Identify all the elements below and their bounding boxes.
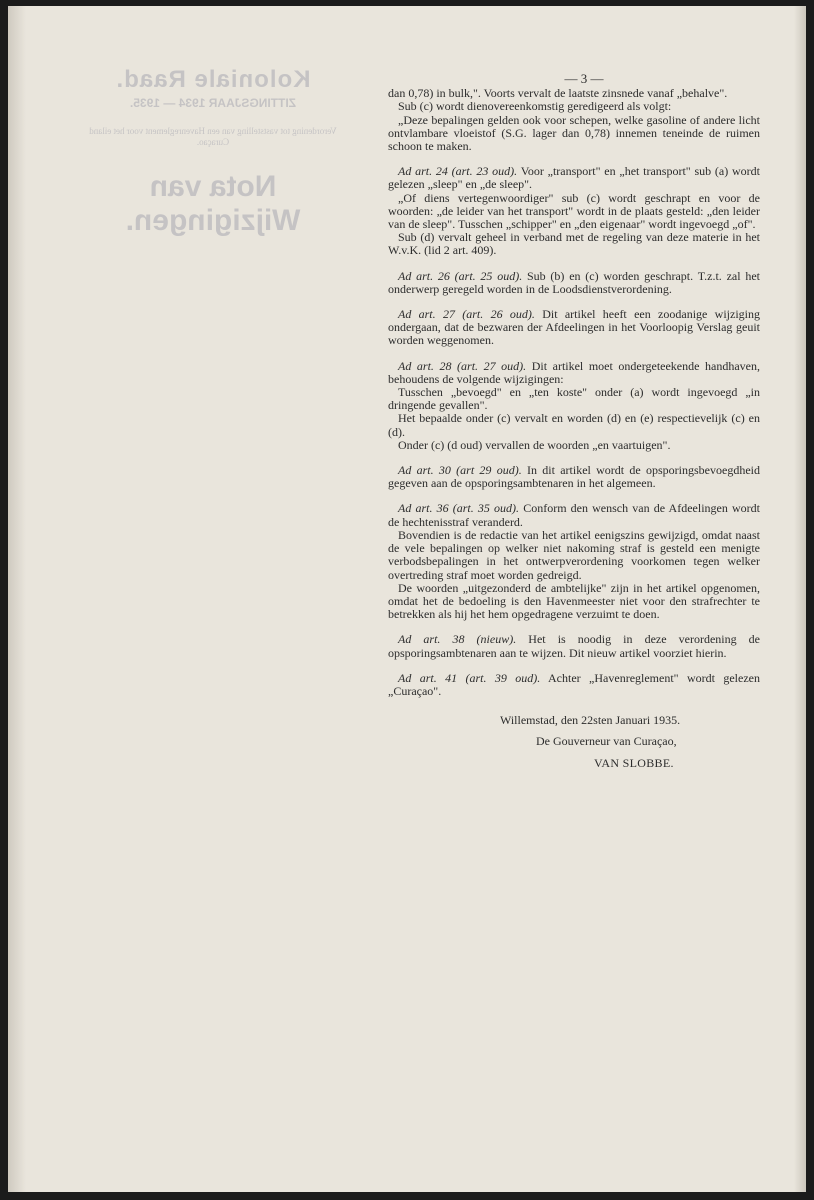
paragraph [388,360,760,386]
article-reference: Ad art. 36 (art. 35 oud). [398,501,520,516]
paragraph: De woorden „uitgezonderd de ambtelijke" zijn in het artikel opgenomen, omdat het de bedoeling is den Havenmeester niet voor den strafrechter te betrekken als hij het hem opgedragene verzuimt te doen. [388,580,760,622]
article-reference: Ad art. 30 (art 29 oud). [398,463,522,478]
bleed-through-line: Koloniale Raad. [115,66,311,93]
paragraph [388,672,760,698]
paragraph [388,270,760,296]
article-block [388,502,760,621]
article-reference: Ad art. 24 (art. 23 oud). [398,164,518,179]
bleed-through-line: Nota van Wijzigingen. [125,170,301,237]
paragraph [388,464,760,490]
signature-role: De Gouverneur van Curaçao, [536,734,677,749]
article-block [388,165,760,257]
paragraph: dan 0,78) in bulk,". Voorts vervalt de laatste zinsnede vanaf „behalve". [388,86,728,101]
article-block [388,308,760,348]
paragraph [388,308,760,348]
article-block [388,633,760,659]
paragraph-text: Dit artikel heeft een zoodanige wijziging ondergaan, dat de bezwaren der Afdeelingen in het Voorloopig Verslag geuit worden weggenomen. [388,307,760,348]
paragraph-text: Conform den wensch van de Afdeelingen wordt de hechtenisstraf veranderd. [388,501,760,529]
paragraph-text: Achter „Havenreglement" wordt gelezen „Curaçao". [388,670,760,698]
article-reference: Ad art. 41 (art. 39 oud). [398,670,541,685]
article-reference: Ad art. 28 (art. 27 oud). [398,358,527,373]
article-reference: Ad art. 26 (art. 25 oud). [398,268,523,283]
paragraph-text: In dit artikel wordt de opsporingsbevoegdheid gegeven aan de opsporingsambtenaren in het algemeen. [388,463,760,491]
article-reference: Ad art. 38 (nieuw). [398,632,517,647]
signature-name: VAN SLOBBE. [594,755,674,770]
paragraph [388,633,760,659]
bleed-through-line: Verordening tot vaststelling van een Havenreglement voor het eiland Curaçao. [89,126,337,147]
paragraph-text: Dit artikel moet ondergeteekende handhaven, behoudens de volgende wijzigingen: [388,358,760,386]
signature-date: Willemstad, den 22sten Januari 1935. [500,713,681,728]
paragraph-text: Voor „transport" en „het transport" sub (a) wordt gelezen „sleep" en „de sleep". [388,164,760,192]
document-body [388,72,760,778]
article-block [388,87,760,153]
paragraph: Het bepaalde onder (c) vervalt en worden (d) en (e) respectievelijk (c) en (d). [388,411,760,439]
article-blocks [388,87,760,698]
paragraph [388,165,760,191]
page-number: — 3 — [564,71,604,86]
paragraph: „Deze bepalingen gelden ook voor schepen, welke gasoline of andere licht ontvlambare vloeistof (S.G. lager dan 0,78) innemen teneinde de ruimen schoon te maken. [388,112,760,154]
paragraph-text: Sub (b) en (c) worden geschrapt. T.z.t. zal het onderwerp geregeld worden in de Loodsdienstverordening. [388,268,760,296]
paragraph: „Of diens vertegenwoordiger" sub (c) wordt geschrapt en voor de woorden: „de leider van het transport" wordt in de plaats gesteld: „den leider van de sleep". Tusschen „schipper" en „den eigenaar" wordt ingevoegd „of". [388,190,760,232]
paragraph: Bovendien is de redactie van het artikel eenigszins gewijzigd, omdat naast de vele bepalingen op welker niet nakoming straf is gesteld een menigte verbodsbepalingen in het ontwerpverordening voorkomen tegen welker overtreding straf moet worden gedreigd. [388,527,760,582]
page-edge-shadow [794,6,806,1192]
article-block [388,672,760,698]
article-block [388,360,760,452]
paragraph: Tusschen „bevoegd" en „ten koste" onder (a) wordt ingevoegd „in dringende gevallen". [388,385,760,413]
paragraph: Onder (c) (d oud) vervallen de woorden „en vaartuigen". [398,437,671,452]
article-reference: Ad art. 27 (art. 26 oud). [398,307,535,322]
paragraph-text: Het is noodig in deze verordening de opsporingsambtenaren aan te wijzen. Dit nieuw artikel voorziet hierin. [388,632,761,660]
page-binding-shadow [8,6,26,1192]
bleed-through-text [78,66,348,238]
article-block [388,270,760,296]
paragraph: Sub (d) vervalt geheel in verband met de regeling van deze materie in het W.v.K. (lid 2 art. 409). [388,230,760,258]
bleed-through-line: ZITTINGSJAAR 1934 — 1935. [129,96,297,110]
article-block [388,464,760,490]
paragraph: Sub (c) wordt dienovereenkomstig geredigeerd als volgt: [398,99,672,114]
paragraph [388,502,760,528]
signature-block [388,714,760,770]
